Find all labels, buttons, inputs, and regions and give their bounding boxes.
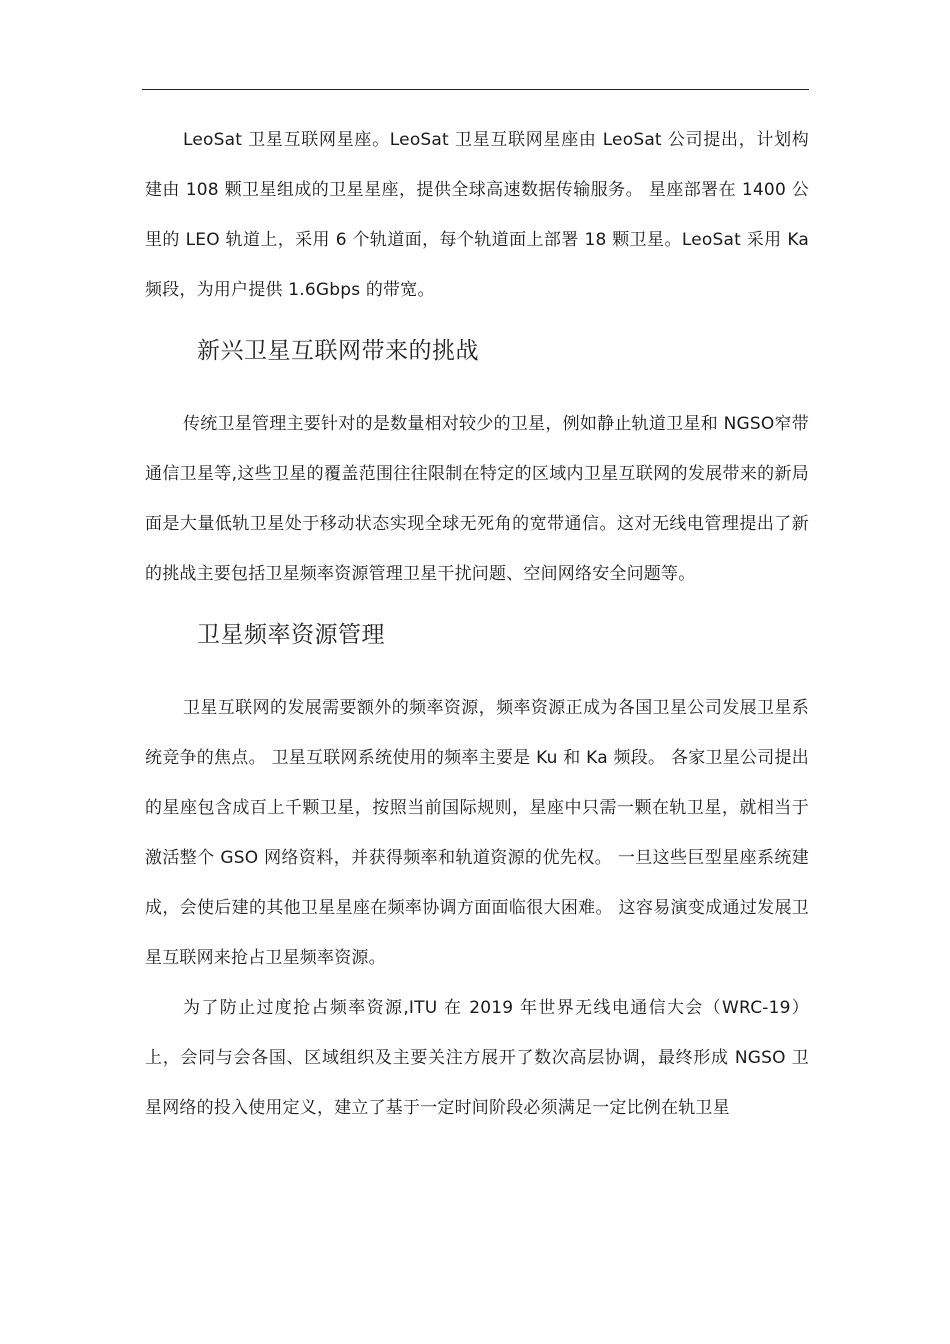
- paragraph-frequency-1: 卫星互联网的发展需要额外的频率资源，频率资源正成为各国卫星公司发展卫星系统竞争的焦点。 卫星互联网系统使用的频率主要是 Ku 和 Ka 频段。 各家卫星公司提出的星座包含成百上千颗卫星，按照当前国际规则，星座中只需一颗在轨卫星，就相当于激活整个 GSO 网络资料，并获得频率和轨道资源的优先权。 一旦这些巨型星座系统建成，会使后建的其他卫星星座在频率协调方面面临很大困难。 这容易演变成通过发展卫星互联网来抢占卫星频率资源。: [145, 698, 809, 968]
- header-rule: [142, 89, 809, 90]
- paragraph-frequency-2: 为了防止过度抢占频率资源,ITU 在 2019 年世界无线电通信大会（WRC-19）上，会同与会各国、区域组织及主要关注方展开了数次高层协调，最终形成 NGSO 卫星网络的投入使用定义，建立了基于一定时间阶段必须满足一定比例在轨卫星: [145, 998, 809, 1118]
- document-body: [145, 115, 809, 1133]
- section-heading-challenges: 新兴卫星互联网带来的挑战: [197, 338, 479, 364]
- paragraph-challenges: 传统卫星管理主要针对的是数量相对较少的卫星，例如静止轨道卫星和 NGSO窄带通信卫星等,这些卫星的覆盖范围往往限制在特定的区域内卫星互联网的发展带来的新局面是大量低轨卫星处于移动状态实现全球无死角的宽带通信。这对无线电管理提出了新的挑战主要包括卫星频率资源管理卫星干扰问题、空间网络安全问题等。: [145, 414, 809, 584]
- section-heading-frequency: 卫星频率资源管理: [197, 622, 385, 648]
- paragraph-leosat: LeoSat 卫星互联网星座。LeoSat 卫星互联网星座由 LeoSat 公司提出，计划构建由 108 颗卫星组成的卫星星座，提供全球高速数据传输服务。 星座部署在 1400 公里的 LEO 轨道上，采用 6 个轨道面，每个轨道面上部署 18 颗卫星。LeoSat 采用 Ka 频段，为用户提供 1.6Gbps 的带宽。: [145, 130, 809, 300]
